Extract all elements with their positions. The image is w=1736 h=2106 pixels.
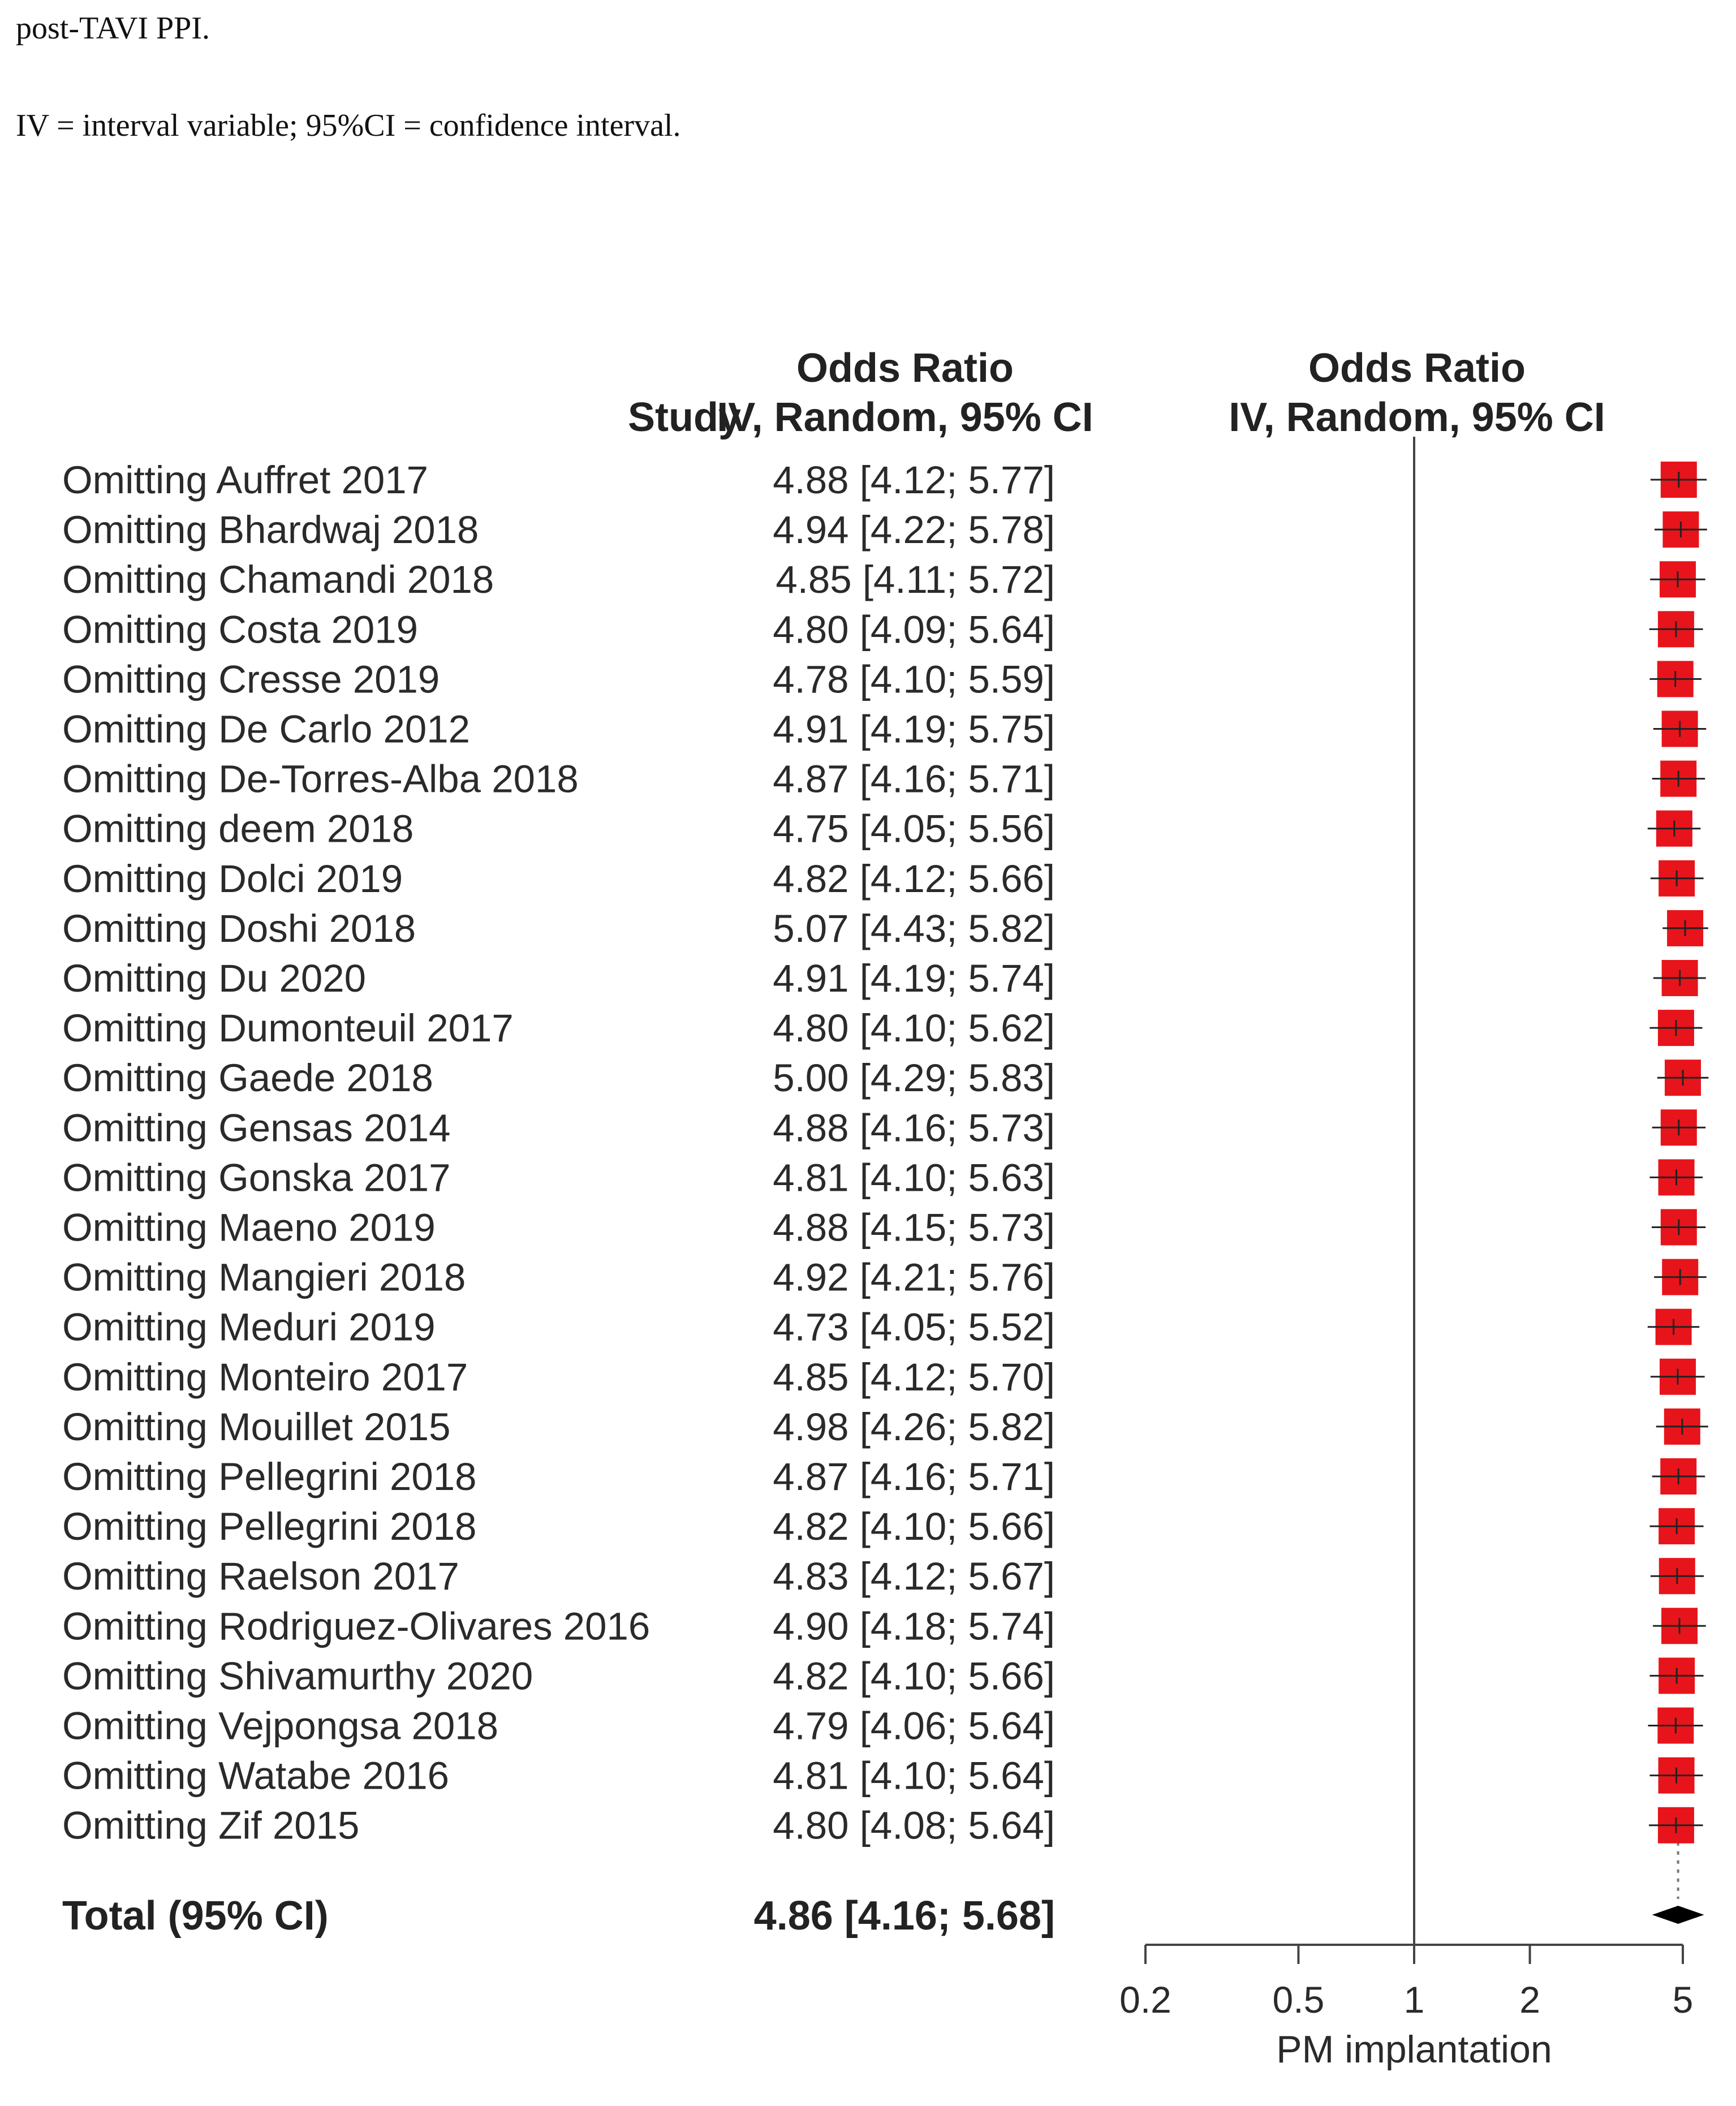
total-row <box>62 1893 1704 1939</box>
study-label: Omitting Monteiro 2017 <box>62 1355 468 1399</box>
total-or-ci-label: 4.86 [4.16; 5.68] <box>753 1893 1055 1939</box>
x-tick-label: 2 <box>1519 1979 1540 2021</box>
study-label: Omitting Cresse 2019 <box>62 657 440 701</box>
study-label: Omitting Costa 2019 <box>62 608 418 652</box>
study-label: Omitting Chamandi 2018 <box>62 558 494 602</box>
study-label: Omitting Gonska 2017 <box>62 1156 451 1200</box>
study-label: Omitting Mouillet 2015 <box>62 1405 451 1449</box>
study-label: Omitting Watabe 2016 <box>62 1754 449 1798</box>
or-ci-label: 4.88 [4.12; 5.77] <box>773 458 1055 502</box>
study-label: Omitting Du 2020 <box>62 957 366 1000</box>
or-ci-label: 4.87 [4.16; 5.71] <box>773 1455 1055 1498</box>
or-ci-label: 4.80 [4.08; 5.64] <box>773 1803 1055 1847</box>
or-ci-label: 4.88 [4.16; 5.73] <box>773 1106 1055 1150</box>
or-ci-label: 4.92 [4.21; 5.76] <box>773 1255 1055 1299</box>
or-ci-label: 4.82 [4.12; 5.66] <box>773 856 1055 901</box>
or-ci-label: 4.87 [4.16; 5.71] <box>773 757 1055 801</box>
study-label: Omitting Meduri 2019 <box>62 1305 436 1349</box>
study-label: Omitting Raelson 2017 <box>62 1554 459 1599</box>
plot-column-header-line-1: Odds Ratio <box>1308 346 1526 391</box>
study-label: Omitting De Carlo 2012 <box>62 707 470 751</box>
x-tick-label: 0.2 <box>1119 1979 1171 2021</box>
study-label: Omitting De-Torres-Alba 2018 <box>62 757 579 801</box>
study-label: Omitting Vejpongsa 2018 <box>62 1704 499 1748</box>
study-label: Omitting Rodriguez-Olivares 2016 <box>62 1604 651 1648</box>
or-ci-label: 4.78 [4.10; 5.59] <box>773 657 1055 701</box>
or-ci-label: 4.73 [4.05; 5.52] <box>773 1305 1055 1349</box>
or-ci-label: 5.00 [4.29; 5.83] <box>773 1056 1055 1100</box>
or-ci-label: 4.80 [4.09; 5.64] <box>773 608 1055 652</box>
or-ci-label: 4.81 [4.10; 5.63] <box>773 1156 1055 1200</box>
study-label: Omitting Gaede 2018 <box>62 1056 433 1100</box>
x-tick-label: 1 <box>1403 1979 1425 2021</box>
or-ci-label: 4.91 [4.19; 5.75] <box>773 707 1055 751</box>
or-ci-label: 4.79 [4.06; 5.64] <box>773 1704 1055 1748</box>
or-column-header-line-1: Odds Ratio <box>796 346 1014 391</box>
or-column-header-line-2: IV, Random, 95% CI <box>717 395 1093 440</box>
study-rows <box>62 458 1055 1847</box>
study-label: Omitting Pellegrini 2018 <box>62 1505 477 1549</box>
or-ci-label: 4.75 [4.05; 5.56] <box>773 807 1055 851</box>
or-ci-label: 4.82 [4.10; 5.66] <box>773 1505 1055 1549</box>
study-label: Omitting Bhardwaj 2018 <box>62 508 479 552</box>
or-ci-label: 4.98 [4.26; 5.82] <box>773 1405 1055 1449</box>
or-ci-label: 4.85 [4.12; 5.70] <box>773 1355 1055 1399</box>
or-ci-label: 4.80 [4.10; 5.62] <box>773 1006 1055 1050</box>
or-ci-label: 4.94 [4.22; 5.78] <box>773 508 1055 552</box>
or-ci-label: 4.83 [4.12; 5.67] <box>773 1554 1055 1599</box>
study-label: Omitting Gensas 2014 <box>62 1106 451 1150</box>
x-axis-label: PM implantation <box>1276 2028 1552 2071</box>
study-label: Omitting Doshi 2018 <box>62 906 416 950</box>
x-tick-label: 5 <box>1672 1979 1694 2021</box>
or-ci-label: 4.85 [4.11; 5.72] <box>776 558 1055 602</box>
study-label: Omitting Dumonteuil 2017 <box>62 1006 514 1050</box>
plot-column-header-line-2: IV, Random, 95% CI <box>1229 395 1605 440</box>
or-ci-label: 4.90 [4.18; 5.74] <box>773 1604 1055 1648</box>
caption-line-2: IV = interval variable; 95%CI = confidence interval. <box>16 108 681 143</box>
or-ci-label: 4.82 [4.10; 5.66] <box>773 1654 1055 1698</box>
x-axis <box>1119 1945 1693 2071</box>
total-label: Total (95% CI) <box>62 1893 329 1939</box>
study-label: Omitting Dolci 2019 <box>62 856 403 901</box>
or-ci-label: 4.88 [4.15; 5.73] <box>773 1205 1055 1250</box>
study-label: Omitting Pellegrini 2018 <box>62 1455 477 1498</box>
or-ci-label: 4.81 [4.10; 5.64] <box>773 1754 1055 1798</box>
caption-line-1: post-TAVI PPI. <box>16 11 210 46</box>
or-ci-label: 5.07 [4.43; 5.82] <box>773 906 1055 950</box>
study-label: Omitting deem 2018 <box>62 807 414 851</box>
study-label: Omitting Auffret 2017 <box>62 458 428 502</box>
study-label: Omitting Mangieri 2018 <box>62 1255 466 1299</box>
x-tick-label: 0.5 <box>1272 1979 1325 2021</box>
study-column-header: Study <box>628 395 742 440</box>
plot-area <box>1414 437 1708 1945</box>
study-label: Omitting Maeno 2019 <box>62 1205 436 1250</box>
pooled-effect-diamond <box>1652 1906 1704 1924</box>
study-label: Omitting Shivamurthy 2020 <box>62 1654 533 1698</box>
or-ci-label: 4.91 [4.19; 5.74] <box>773 957 1055 1000</box>
study-label: Omitting Zif 2015 <box>62 1803 360 1847</box>
